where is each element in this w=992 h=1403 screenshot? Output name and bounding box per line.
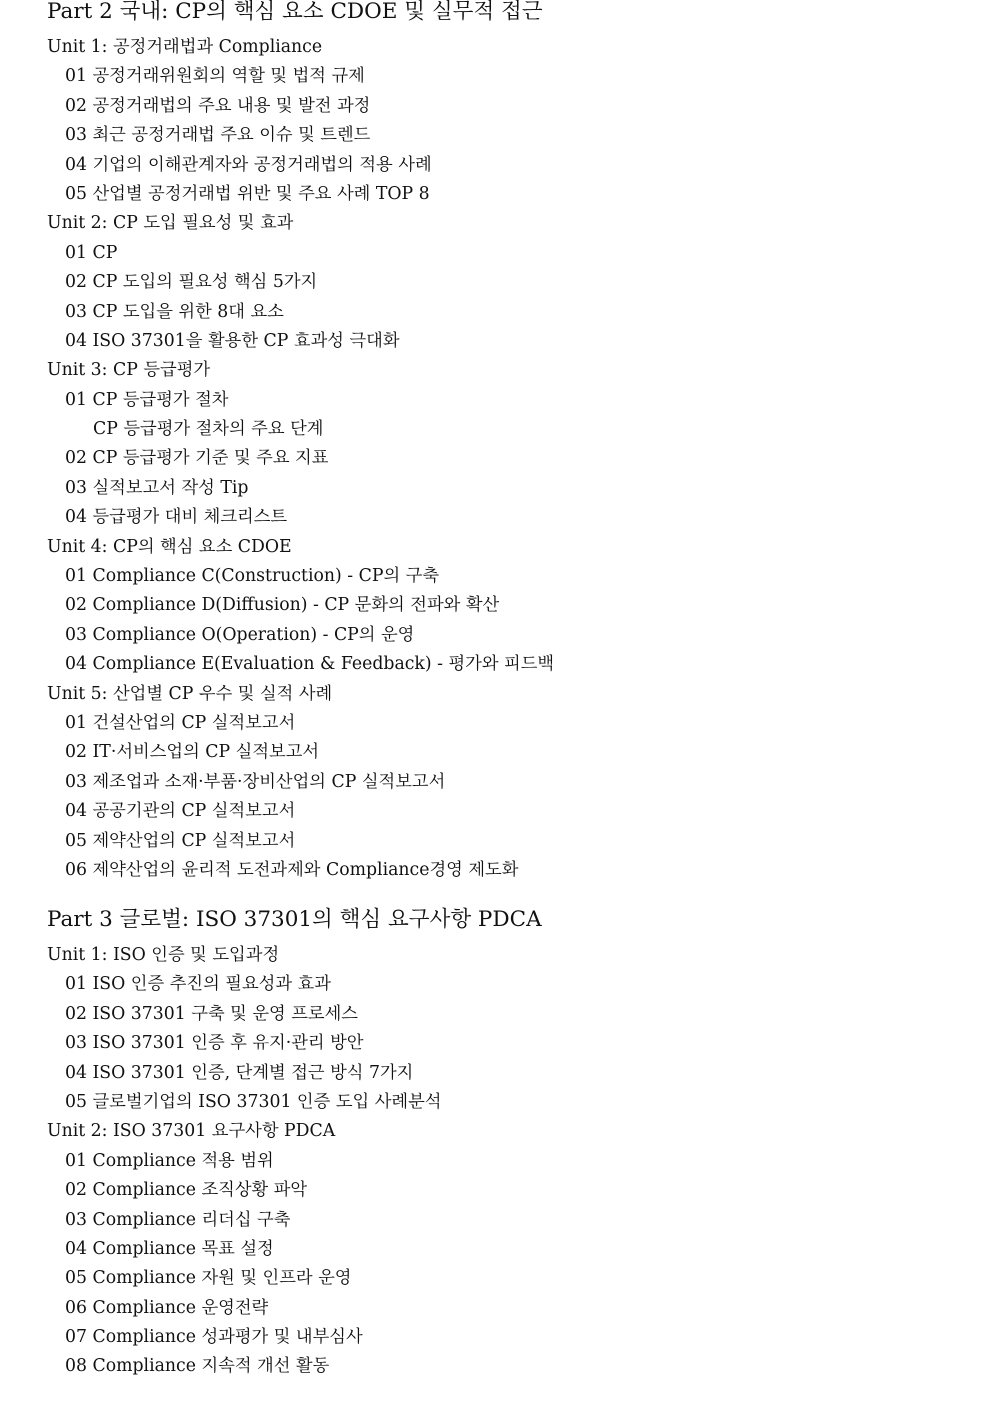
unit-2-title: Unit 2: CP 도입 필요성 및 효과 [47,213,294,234]
toc-item: 02 ISO 37301 구축 및 운영 프로세스 [65,1003,358,1024]
toc-item: 05 Compliance 자원 및 인프라 운영 [65,1268,352,1289]
toc-item: 03 ISO 37301 인증 후 유지·관리 방안 [65,1033,364,1054]
unit-4-title: Unit 4: CP의 핵심 요소 CDOE [47,536,292,557]
toc-item: 07 Compliance 성과평가 및 내부심사 [65,1327,363,1348]
toc-item: 03 Compliance O(Operation) - CP의 운영 [65,624,415,645]
unit-3-title: Unit 3: CP 등급평가 [47,360,211,381]
toc-item: 03 제조업과 소재·부품·장비산업의 CP 실적보고서 [65,771,446,792]
unit-1-title: Unit 1: ISO 인증 및 도입과정 [47,945,280,965]
toc-item: 02 CP 등급평가 기준 및 주요 지표 [65,448,329,469]
part-3-section [0,908,992,1382]
toc-item: 03 최근 공정거래법 주요 이슈 및 트렌드 [65,125,371,146]
toc-item: 02 Compliance 조직상황 파악 [65,1180,308,1201]
part-3-title: Part 3 글로벌: ISO 37301의 핵심 요구사항 PDCA [47,907,542,932]
toc-item: 01 CP [65,242,118,263]
toc-item: 05 글로벌기업의 ISO 37301 인증 도입 사례분석 [65,1091,442,1112]
unit-5-title: Unit 5: 산업별 CP 우수 및 실적 사례 [47,683,333,704]
toc-item: 03 실적보고서 작성 Tip [65,477,249,498]
toc-item: 04 기업의 이해관계자와 공정거래법의 적용 사례 [65,154,432,175]
toc-item: 04 공공기관의 CP 실적보고서 [65,801,296,822]
toc-item: 01 ISO 인증 추진의 필요성과 효과 [65,974,331,995]
toc-item: 04 Compliance E(Evaluation & Feedback) - 평가와 피드백 [65,654,555,675]
toc-item: 04 등급평가 대비 체크리스트 [65,507,288,528]
unit-2-title: Unit 2: ISO 37301 요구사항 PDCA [47,1121,336,1142]
toc-subitem: CP 등급평가 절차의 주요 단계 [93,419,324,440]
toc-item: 01 건설산업의 CP 실적보고서 [65,712,296,733]
toc-item: 06 Compliance 운영전략 [65,1297,269,1318]
toc-item: 02 CP 도입의 필요성 핵심 5가지 [65,272,318,293]
toc-item: 01 공정거래위원회의 역할 및 법적 규제 [65,66,365,87]
toc-item: 05 제약산업의 CP 실적보고서 [65,830,296,851]
toc-item: 03 CP 도입을 위한 8대 요소 [65,301,284,322]
part-2-title: Part 2 국내: CP의 핵심 요소 CDOE 및 실무적 접근 [47,0,543,24]
toc-item: 05 산업별 공정거래법 위반 및 주요 사례 TOP 8 [65,183,430,204]
toc-item: 08 Compliance 지속적 개선 활동 [65,1356,330,1377]
toc-item: 04 Compliance 목표 설정 [65,1238,274,1259]
toc-item: 01 Compliance C(Construction) - CP의 구축 [65,566,440,587]
toc-item: 06 제약산업의 윤리적 도전과제와 Compliance경영 제도화 [65,859,519,880]
toc-item: 04 ISO 37301을 활용한 CP 효과성 극대화 [65,330,400,351]
toc-item: 03 Compliance 리더십 구축 [65,1209,291,1230]
toc-item: 01 CP 등급평가 절차 [65,389,229,410]
toc-item: 01 Compliance 적용 범위 [65,1150,274,1171]
toc-item: 02 공정거래법의 주요 내용 및 발전 과정 [65,95,371,116]
unit-1-title: Unit 1: 공정거래법과 Compliance [47,37,323,57]
toc-item: 02 IT·서비스업의 CP 실적보고서 [65,742,320,763]
toc-item: 04 ISO 37301 인증, 단계별 접근 방식 7가지 [65,1062,414,1083]
toc-item: 02 Compliance D(Diffusion) - CP 문화의 전파와 확산 [65,595,500,616]
